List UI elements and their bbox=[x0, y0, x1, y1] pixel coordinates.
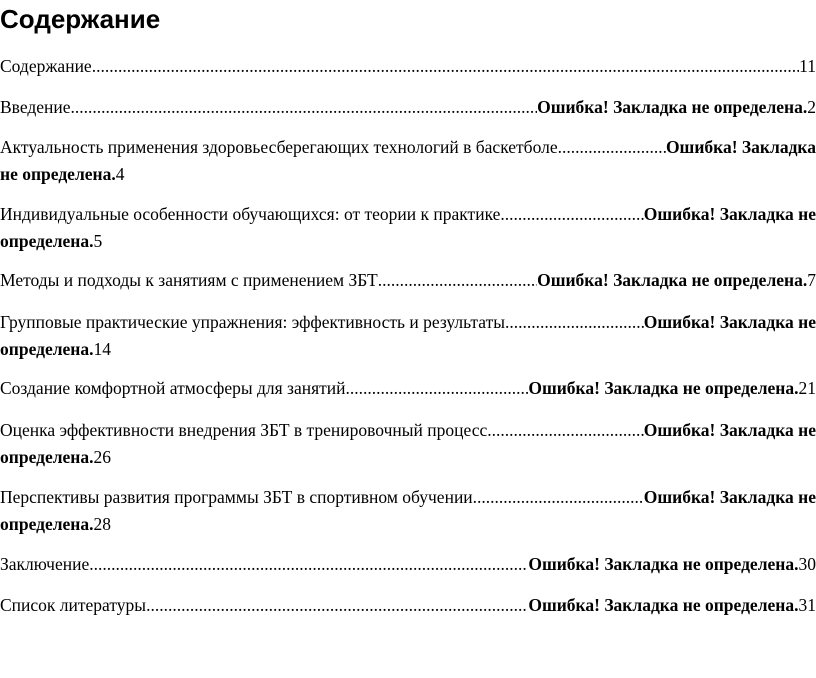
dot-leader bbox=[473, 484, 644, 511]
bookmark-error-text: Ошибка! Закладка не определена. bbox=[528, 595, 799, 615]
bookmark-error-text: Ошибка! Закладка не bbox=[643, 420, 816, 440]
toc-entry-line bbox=[0, 417, 816, 444]
toc-entry-line bbox=[0, 309, 816, 336]
toc-entry-line bbox=[0, 201, 816, 228]
toc-entry[interactable] bbox=[0, 309, 816, 363]
bookmark-error-text-continued: не определена. bbox=[0, 164, 116, 184]
toc-entry-title: Создание комфортной атмосферы для занятий bbox=[0, 378, 346, 398]
bookmark-error-text: Ошибка! Закладка не определена. bbox=[528, 378, 799, 398]
toc-entry-title: Заключение bbox=[0, 554, 90, 574]
toc-page-number: 28 bbox=[93, 514, 112, 534]
dot-leader bbox=[505, 309, 644, 336]
bookmark-error-text-continued: определена. bbox=[0, 447, 94, 467]
toc-entry-title: Содержание bbox=[0, 56, 92, 76]
dot-leader bbox=[500, 201, 643, 228]
toc-entry-title: Введение bbox=[0, 97, 71, 117]
bookmark-error-text-continued: определена. bbox=[0, 339, 94, 359]
toc-entry-line bbox=[0, 551, 816, 578]
toc-page-number: 26 bbox=[93, 447, 112, 467]
dot-leader bbox=[487, 417, 643, 444]
toc-entry-line bbox=[0, 53, 816, 80]
toc-entry-title: Перспективы развития программы ЗБТ в спортивном обучении bbox=[0, 487, 473, 507]
toc-entry-continuation bbox=[0, 228, 816, 255]
toc-page-number: 31 bbox=[798, 595, 816, 615]
toc-entry[interactable] bbox=[0, 94, 816, 121]
bookmark-error-text-continued: определена. bbox=[0, 231, 94, 251]
toc-page-number: 4 bbox=[115, 164, 125, 184]
toc-entry[interactable] bbox=[0, 375, 816, 402]
dot-leader bbox=[71, 94, 538, 121]
toc-entry-title: Оценка эффективности внедрения ЗБТ в тренировочный процесс bbox=[0, 420, 488, 440]
toc-page-number: 5 bbox=[93, 231, 103, 251]
bookmark-error-text-continued: определена. bbox=[0, 514, 94, 534]
toc-entry-line bbox=[0, 94, 816, 121]
bookmark-error-text: Ошибка! Закладка не bbox=[643, 312, 816, 332]
toc-entry-title: Методы и подходы к занятиям с применением ЗБТ bbox=[0, 270, 378, 290]
dot-leader bbox=[92, 53, 799, 80]
toc-entry-continuation bbox=[0, 161, 816, 188]
toc-entry[interactable] bbox=[0, 201, 816, 255]
toc-entry-line bbox=[0, 592, 816, 619]
bookmark-error-text: Ошибка! Закладка не определена. bbox=[528, 554, 799, 574]
dot-leader bbox=[146, 592, 528, 619]
toc-entry[interactable] bbox=[0, 551, 816, 578]
toc-entry-title: Актуальность применения здоровьесберегающих технологий в баскетболе bbox=[0, 137, 558, 157]
bookmark-error-text: Ошибка! Закладка не bbox=[643, 487, 816, 507]
toc-page-number: 14 bbox=[93, 339, 112, 359]
toc-page-number: 11 bbox=[799, 56, 816, 76]
toc-page-number: 7 bbox=[807, 270, 816, 290]
dot-leader bbox=[346, 375, 529, 402]
toc-page-number: 2 bbox=[807, 97, 816, 117]
bookmark-error-text: Ошибка! Закладка bbox=[665, 137, 816, 157]
toc-entry[interactable] bbox=[0, 267, 816, 294]
toc-entry-continuation bbox=[0, 511, 816, 538]
toc-entry-line bbox=[0, 375, 816, 402]
toc-entry-continuation bbox=[0, 444, 816, 471]
toc-page-number: 30 bbox=[798, 554, 816, 574]
toc-heading: Содержание bbox=[0, 4, 161, 34]
toc-entry-title: Список литературы bbox=[0, 595, 147, 615]
toc-entry-title: Индивидуальные особенности обучающихся: от теории к практике bbox=[0, 204, 501, 224]
toc-entry[interactable] bbox=[0, 53, 816, 80]
dot-leader bbox=[89, 551, 528, 578]
bookmark-error-text: Ошибка! Закладка не bbox=[643, 204, 816, 224]
toc-entry[interactable] bbox=[0, 484, 816, 538]
bookmark-error-text: Ошибка! Закладка не определена. bbox=[537, 97, 808, 117]
toc-page-number: 21 bbox=[798, 378, 816, 398]
toc-entry-line bbox=[0, 484, 816, 511]
dot-leader bbox=[378, 267, 537, 294]
toc-entry-line bbox=[0, 134, 816, 161]
bookmark-error-text: Ошибка! Закладка не определена. bbox=[537, 270, 808, 290]
dot-leader bbox=[558, 134, 666, 161]
toc-entry[interactable] bbox=[0, 134, 816, 188]
toc-entry[interactable] bbox=[0, 417, 816, 471]
toc-entry-continuation bbox=[0, 336, 816, 363]
toc-entry-title: Групповые практические упражнения: эффективность и результаты bbox=[0, 312, 505, 332]
toc-entry[interactable] bbox=[0, 592, 816, 619]
toc-entry-line bbox=[0, 267, 816, 294]
